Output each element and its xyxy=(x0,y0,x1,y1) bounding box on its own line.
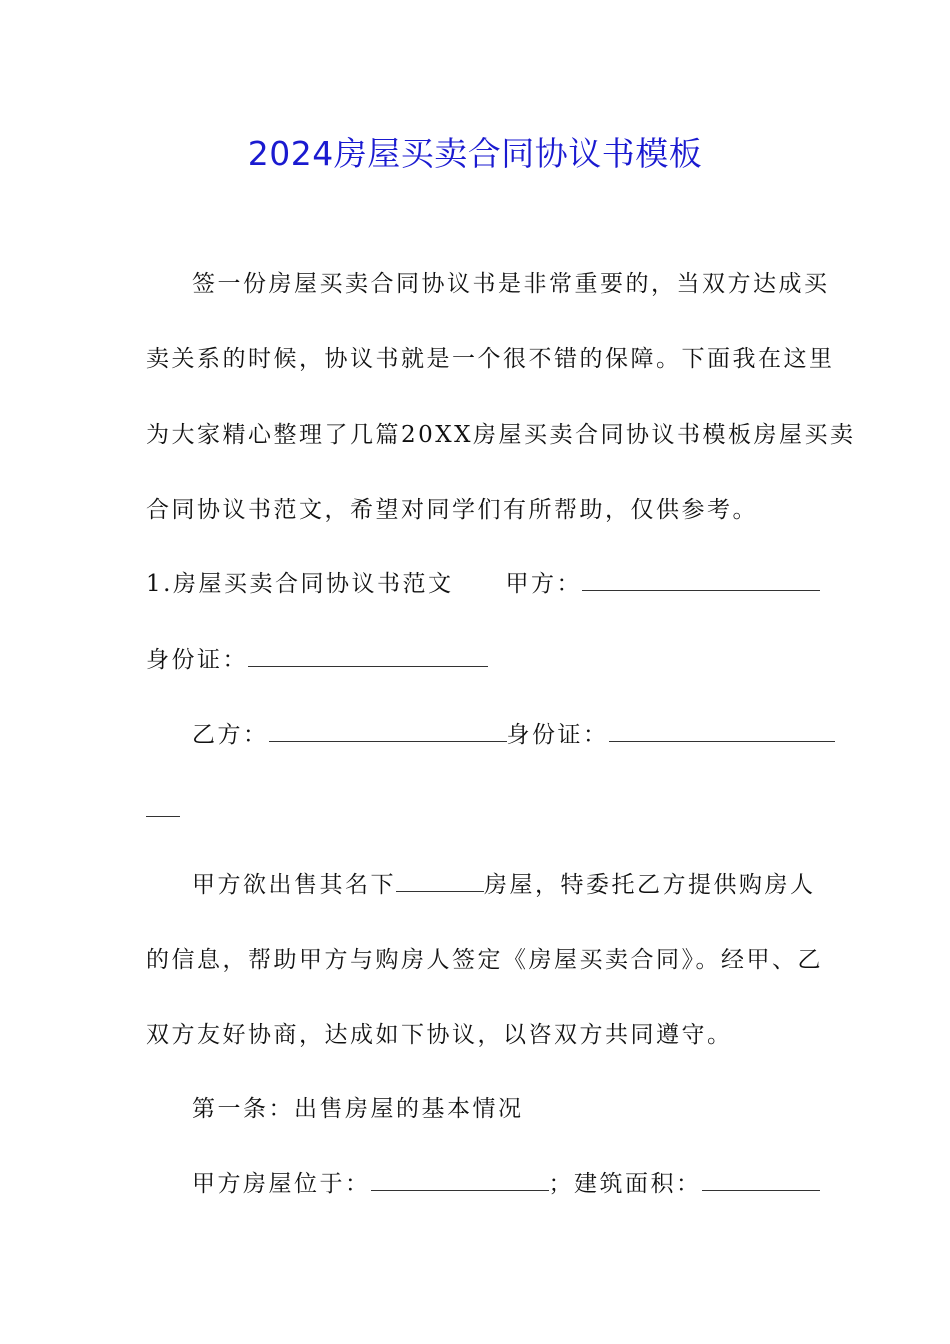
party-b-label: 乙方： xyxy=(192,722,269,748)
id-label-1: 身份证： xyxy=(146,647,248,673)
party-a-blank xyxy=(582,568,820,591)
area-label: ；建筑面积： xyxy=(548,1171,702,1197)
intro-line-3: 为大家精心整理了几篇20XX房屋买卖合同协议书模板房屋买卖 xyxy=(146,422,856,448)
intro-line-2: 卖关系的时候，协议书就是一个很不错的保障。下面我在这里 xyxy=(146,346,835,372)
para2-line-1-start: 甲方欲出售其名下 xyxy=(192,872,396,898)
para2-line-1-end: 房屋，特委托乙方提供购房人 xyxy=(484,872,816,898)
para2-line-1 xyxy=(192,869,816,901)
party-b-blank xyxy=(269,719,507,742)
document-title: 2024房屋买卖合同协议书模板 xyxy=(247,134,703,173)
section-heading: 1.房屋买卖合同协议书范文 xyxy=(146,571,454,597)
property-blank xyxy=(396,869,484,892)
id-blank-2 xyxy=(609,719,835,742)
article-1-heading: 第一条：出售房屋的基本情况 xyxy=(192,1096,524,1122)
party-a-label: 甲方： xyxy=(505,571,582,597)
intro-line-1: 签一份房屋买卖合同协议书是非常重要的，当双方达成买 xyxy=(192,271,830,297)
id-row-1 xyxy=(146,644,808,676)
location-blank xyxy=(371,1168,549,1191)
section-heading-row xyxy=(146,568,808,600)
party-b-row xyxy=(192,719,808,751)
id-blank-1 xyxy=(248,644,488,667)
location-label: 甲方房屋位于： xyxy=(192,1171,371,1197)
id-label-2: 身份证： xyxy=(506,722,609,748)
area-blank xyxy=(702,1168,820,1191)
para2-line-2: 的信息，帮助甲方与购房人签定《房屋买卖合同》。经甲、乙 xyxy=(146,947,823,973)
para2-line-3: 双方友好协商，达成如下协议，以咨双方共同遵守。 xyxy=(146,1022,733,1048)
id-blank-2-continued-row xyxy=(146,794,808,826)
id-blank-2-continued xyxy=(146,794,180,817)
intro-line-4: 合同协议书范文，希望对同学们有所帮助，仅供参考。 xyxy=(146,497,758,523)
location-row xyxy=(192,1168,808,1200)
